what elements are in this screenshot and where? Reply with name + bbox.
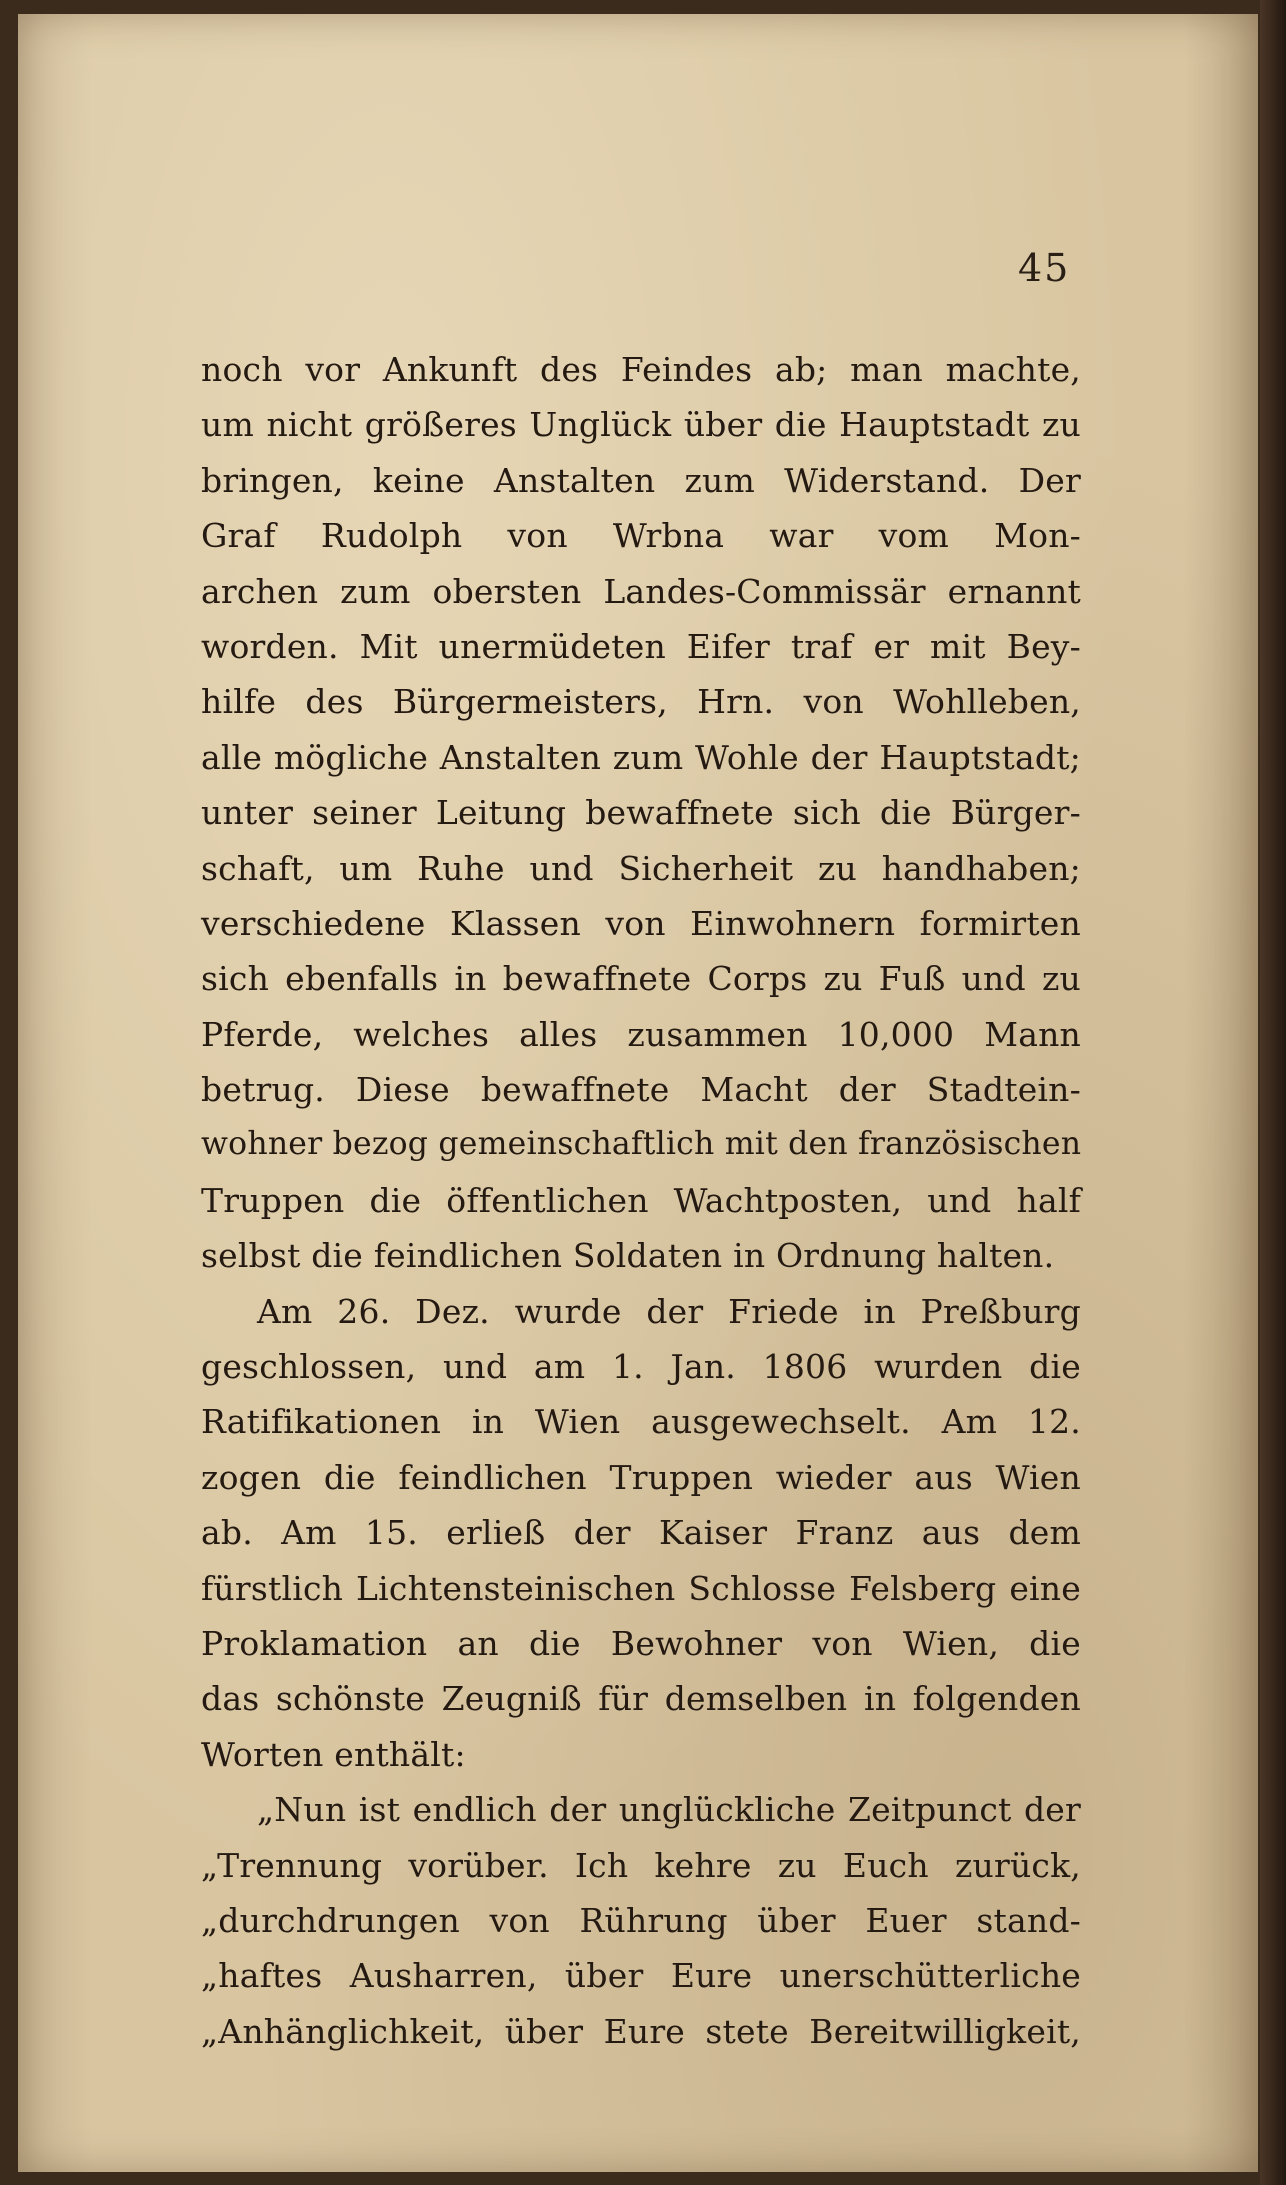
text-line: sich ebenfalls in bewaffnete Corps zu Fuß und zu <box>201 959 1081 999</box>
text-line: verschiedene Klassen von Einwohnern formirten <box>201 903 1081 943</box>
text-line: Worten enthält: <box>201 1734 466 1774</box>
text-line: wohner bezog gemeinschaftlich mit den französischen <box>201 1126 1082 1163</box>
text-line: selbst die feindlichen Soldaten in Ordnung halten. <box>201 1236 1055 1276</box>
text-line: Truppen die öffentlichen Wachtposten, und half <box>201 1180 1081 1220</box>
text-line: Ratifikationen in Wien ausgewechselt. Am 12. <box>201 1402 1081 1442</box>
text-line: das schönste Zeugniß für demselben in folgenden <box>201 1679 1081 1719</box>
text-line: bringen, keine Anstalten zum Widerstand. Der <box>201 460 1081 500</box>
text-line: ab. Am 15. erließ der Kaiser Franz aus dem <box>201 1513 1081 1553</box>
quote-line: „Nun ist endlich der unglückliche Zeitpunct der <box>257 1790 1081 1830</box>
text-line: Pferde, welches alles zusammen 10,000 Mann <box>201 1014 1081 1054</box>
text-line: geschlossen, und am 1. Jan. 1806 wurden die <box>201 1347 1081 1387</box>
page-number: 45 <box>1018 246 1071 290</box>
text-line: unter seiner Leitung bewaffnete sich die Bürger- <box>201 793 1081 833</box>
text-line: schaft, um Ruhe und Sicherheit zu handhaben; <box>201 848 1081 888</box>
text-line: betrug. Diese bewaffnete Macht der Stadtein- <box>201 1070 1081 1110</box>
quote-line: „Anhänglichkeit, über Eure stete Bereitwilligkeit, <box>201 2011 1081 2051</box>
text-line: archen zum obersten Landes-Commissär ernannt <box>201 571 1081 611</box>
text-line: Graf Rudolph von Wrbna war vom Mon- <box>201 516 1081 556</box>
text-line: hilfe des Bürgermeisters, Hrn. von Wohlleben, <box>201 682 1081 722</box>
text-line: Am 26. Dez. wurde der Friede in Preßburg <box>257 1291 1081 1331</box>
text-line: fürstlich Lichtensteinischen Schlosse Felsberg eine <box>201 1568 1081 1608</box>
body-text <box>201 342 1081 2059</box>
quote-line: „Trennung vorüber. Ich kehre zu Euch zurück, <box>201 1845 1081 1885</box>
text-line: worden. Mit unermüdeten Eifer traf er mit Bey- <box>201 626 1081 666</box>
text-line: alle mögliche Anstalten zum Wohle der Hauptstadt; <box>201 737 1081 777</box>
text-line: Proklamation an die Bewohner von Wien, die <box>201 1623 1081 1663</box>
text-line: noch vor Ankunft des Feindes ab; man machte, <box>201 350 1081 389</box>
book-binding-edge <box>1260 0 1286 2185</box>
text-line: zogen die feindlichen Truppen wieder aus Wien <box>201 1457 1081 1497</box>
paper-page <box>18 14 1258 2172</box>
quote-line: „haftes Ausharren, über Eure unerschütterliche <box>201 1956 1081 1996</box>
quote-line: „durchdrungen von Rührung über Euer stand- <box>201 1900 1081 1940</box>
text-line: um nicht größeres Unglück über die Hauptstadt zu <box>201 405 1081 445</box>
